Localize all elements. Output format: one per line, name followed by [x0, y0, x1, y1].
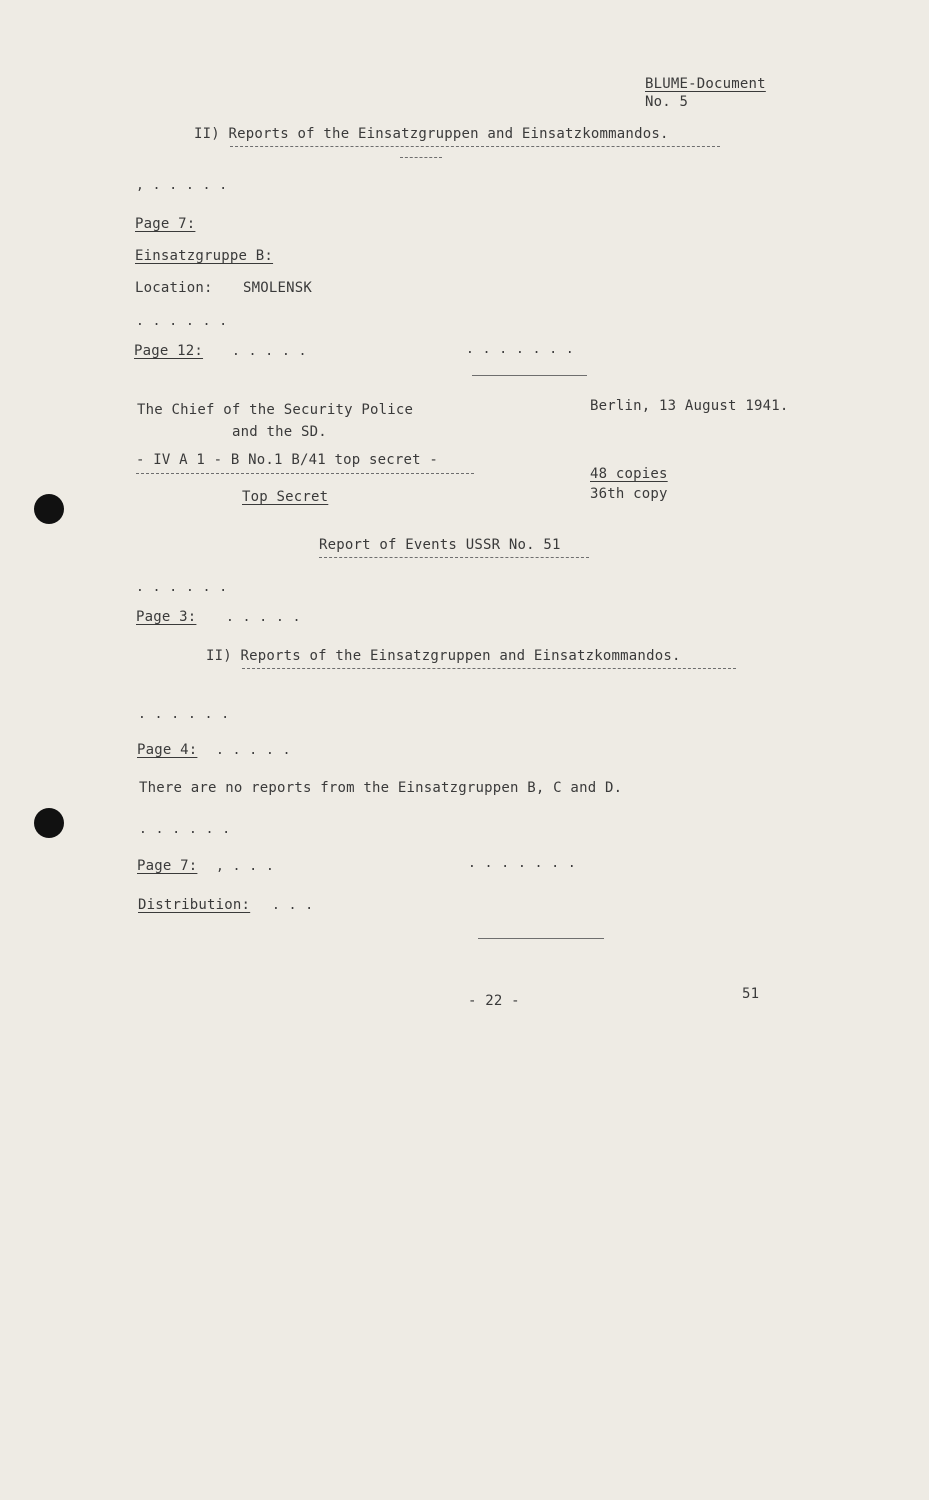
ellipsis-dots: . . . . . . — [139, 822, 231, 837]
punch-hole — [34, 808, 64, 838]
title-underline — [319, 557, 589, 558]
location-value: SMOLENSK — [243, 280, 313, 296]
page-reference: Page 3: — [136, 609, 197, 625]
ellipsis-dots: . . . . . — [232, 344, 307, 359]
ellipsis-dots: . . . . . . — [138, 707, 230, 722]
document-number: No. 5 — [645, 94, 689, 110]
ellipsis-dots: , . . . — [216, 859, 275, 874]
place-date: Berlin, 13 August 1941. — [590, 398, 789, 414]
page-reference: Page 7: — [137, 858, 198, 874]
ellipsis-dots: . . . . . — [226, 610, 301, 625]
page-reference: Page 12: — [134, 343, 204, 359]
ellipsis-dots: , . . . . . — [136, 178, 228, 193]
location-label: Location: — [135, 280, 213, 296]
heading-underline — [242, 668, 736, 669]
sender-line-1: The Chief of the Security Police — [137, 402, 414, 418]
ellipsis-dots: . . . . . — [216, 743, 291, 758]
reference-number: - IV A 1 - B No.1 B/41 top secret - — [136, 452, 439, 468]
report-title: Report of Events USSR No. 51 — [319, 537, 561, 553]
copy-number: 36th copy — [590, 486, 668, 502]
page-number: - 22 - — [468, 993, 520, 1009]
divider — [472, 375, 587, 376]
reference-underline — [136, 473, 474, 474]
page-reference: Page 4: — [137, 742, 198, 758]
heading-underline — [230, 146, 720, 147]
page-reference: Page 7: — [135, 216, 196, 232]
ellipsis-dots: . . . . . . . — [468, 856, 577, 871]
divider — [478, 938, 604, 939]
copies-count: 48 copies — [590, 466, 668, 482]
einsatzgruppe-label: Einsatzgruppe B: — [135, 248, 274, 264]
distribution-label: Distribution: — [138, 897, 251, 913]
ellipsis-dots: . . . . . . — [136, 314, 228, 329]
sheet-number: 51 — [742, 986, 760, 1002]
ellipsis-dots: . . . — [272, 898, 314, 913]
classification: Top Secret — [242, 489, 329, 505]
section-heading: II) Reports of the Einsatzgruppen and Einsatzkommandos. — [206, 648, 681, 664]
sender-line-2: and the SD. — [232, 424, 327, 440]
no-reports-statement: There are no reports from the Einsatzgruppen B, C and D. — [139, 780, 623, 796]
section-heading: II) Reports of the Einsatzgruppen and Einsatzkommandos. — [194, 126, 669, 142]
ellipsis-dots: . . . . . . — [136, 580, 228, 595]
punch-hole — [34, 494, 64, 524]
document-label: BLUME-Document — [645, 76, 766, 92]
divider — [400, 157, 442, 158]
ellipsis-dots: . . . . . . . — [466, 342, 575, 357]
